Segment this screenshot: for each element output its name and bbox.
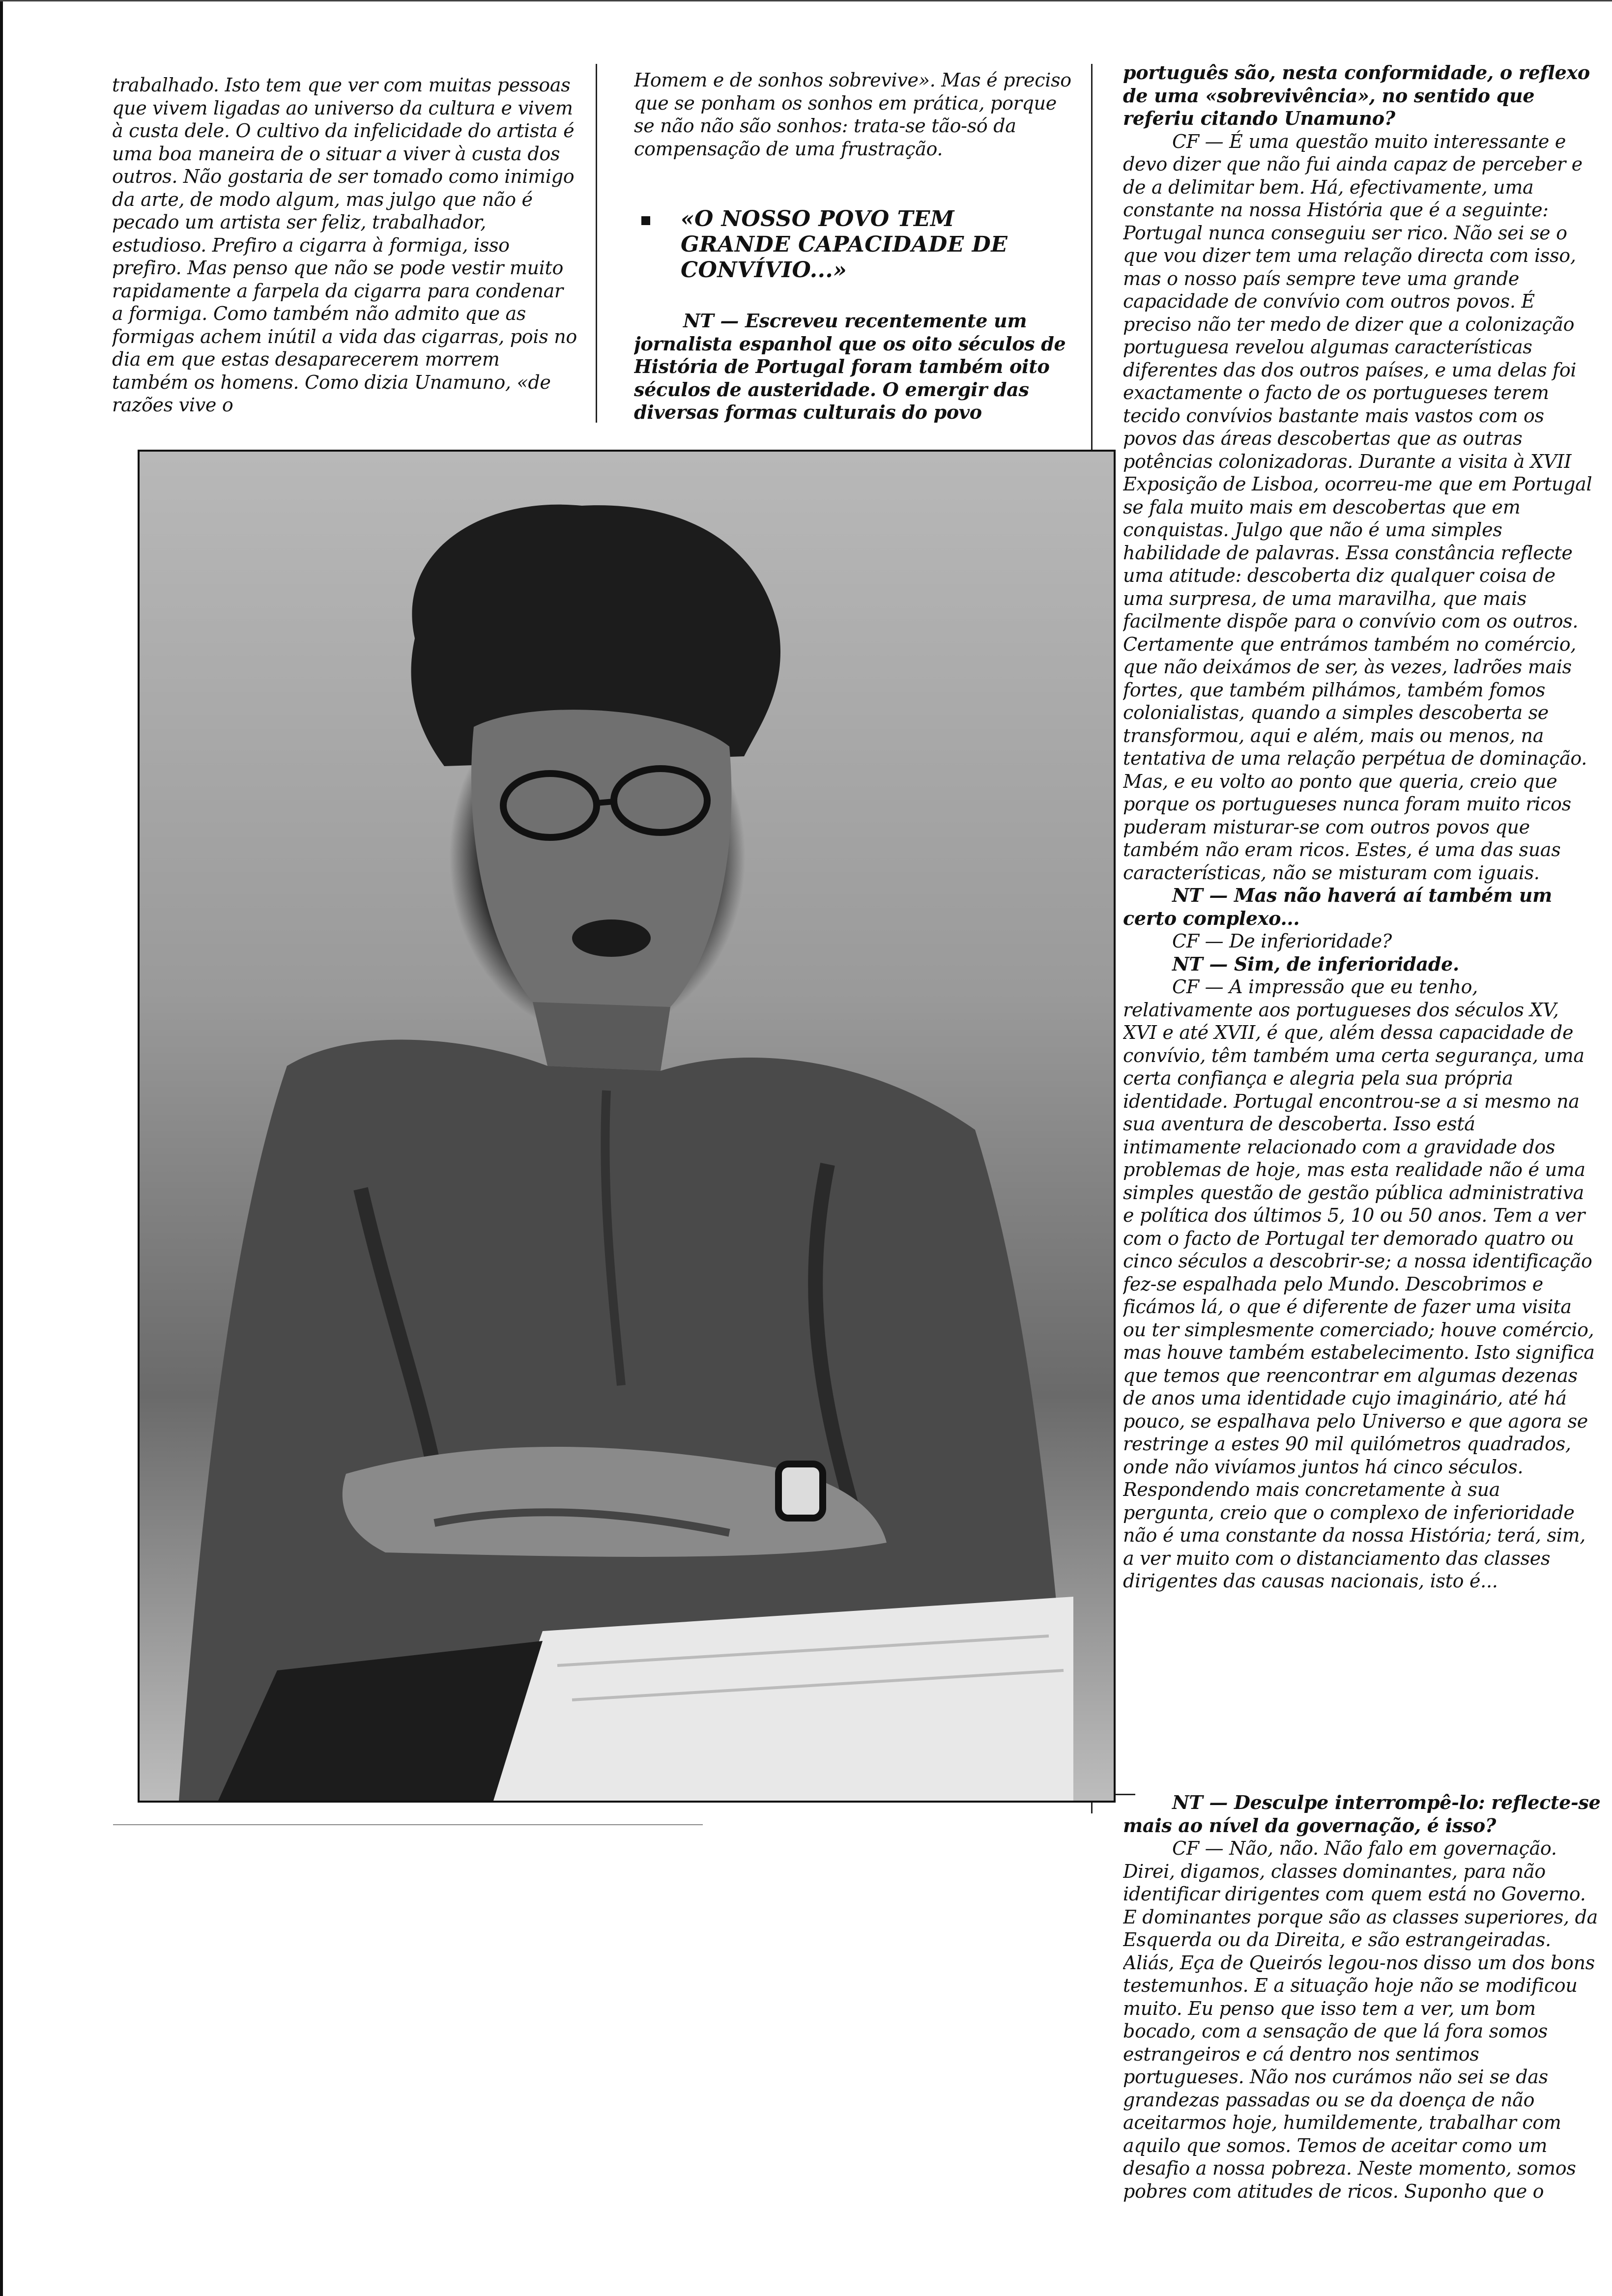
- nt-question-text: NT — Escreveu recentemente um jornalista espanhol que os oito séculos de História de Portugal foram também oito séculos de austeridade. O emergir das diversas formas culturais do povo: [634, 310, 1066, 423]
- article-column-2-question: [634, 310, 1076, 428]
- col3-paragraph: CF — É uma questão muito interessante e devo dizer que não fui ainda capaz de perceber e de a delimitar bem. Há, efectivamente, uma constante na nossa História que é a seguinte: Portugal nunca conseguiu ser rico. Não sei se o que vou dizer tem uma relação directa com isso, mas o nosso país sempre teve uma grande capacidade de convívio com outros povos. É preciso não ter medo de dizer que a colonização portuguesa revelou algumas características diferentes das dos outros países, e uma delas foi exactamente o facto de os portugueses terem tecido convívios bastante mais vastos com os povos das áreas descobertas que as outras potências colonizadoras. Durante a visita à XVII Exposição de Lisboa, ocorreu-me que em Portugal se fala muito mais em descobertas que em conquistas. Julgo que não é uma simples habilidade de palavras. Essa constância reflecte uma atitude: descoberta diz qualquer coisa de uma surpresa, de uma maravilha, que mais facilmente dispõe para o convívio com os outros. Certamente que entrámos também no comércio, que não deixámos de ser, às vezes, ladrões mais fortes, que também pilhámos, também fomos colonialistas, quando a simples descoberta se transformou, aqui e além, mais ou menos, na tentativa de uma relação perpétua de dominação. Mas, e eu volto ao ponto que queria, creio que porque os portugueses nunca foram muito ricos puderam misturar-se com outros povos que também não eram ricos. Estes, é uma das suas características, não se misturam com iguais.: [1123, 130, 1592, 884]
- article-column-1: [112, 74, 579, 428]
- col3b-paragraph: NT — Desculpe interrompê-lo: reflecte-se mais ao nível da governação, é isso?: [1123, 1791, 1601, 1837]
- heading-bullet: [641, 216, 650, 225]
- column-2-top-text: Homem e de sonhos sobrevive». Mas é preciso que se ponham os sonhos em prática, porque se não não são sonhos: trata-se tão-só da compensação de uma frustração.: [634, 69, 1071, 160]
- article-column-2-top: [634, 69, 1076, 187]
- col3-paragraph: NT — Mas não haverá aí também um certo complexo...: [1123, 884, 1553, 929]
- col3b-paragraph: CF — Não, não. Não falo em governação. Direi, digamos, classes dominantes, para não identificar dirigentes com quem está no Governo. E dominantes porque são as classes superiores, da Esquerda ou da Direita, e são estrangeiradas. Aliás, Eça de Queirós legou-nos disso um dos bons testemunhos. E a situação hoje não se modificou muito. Eu penso que isso tem a ver, um bom bocado, com a sensação de que lá fora somos estrangeiros e cá dentro nos sentimos portugueses. Não nos curámos não sei se das grandezas passadas ou se da doença de não aceitarmos hoje, humildemente, trabalhar com aquilo que somos. Temos de aceitar como um desafio a nossa pobreza. Neste momento, somos pobres com atitudes de ricos. Suponho que o: [1123, 1837, 1598, 2202]
- page-left-edge: [0, 0, 3, 2296]
- interview-photo: [138, 450, 1116, 1803]
- portrait-illustration: [140, 452, 1114, 1801]
- col3-paragraph: NT — Sim, de inferioridade.: [1172, 952, 1459, 975]
- photo-bottom-rule: [113, 1824, 703, 1825]
- col3-paragraph: CF — De inferioridade?: [1172, 930, 1392, 952]
- column-1-text: trabalhado. Isto tem que ver com muitas pessoas que vivem ligadas ao universo da cultura e vivem à custa dele. O cultivo da infelicidade do artista é uma boa maneira de o situar a viver à custa dos outros. Não gostaria de ser tomado como inimigo da arte, de modo algum, mas julgo que não é pecado um artista ser feliz, trabalhador, estudioso. Prefiro a cigarra à formiga, isso prefiro. Mas penso que não se pode vestir muito rapidamente a farpela da cigarra para condenar a formiga. Como também não admito que as formigas achem inútil a vida das cigarras, pois no dia em que estas desaparecerem morrem também os homens. Como dizia Unamuno, «de razões vive o: [112, 74, 577, 416]
- column-divider-1: [596, 64, 597, 423]
- col3-paragraph: CF — A impressão que eu tenho, relativamente aos portugueses dos séculos XV, XVI e até XVII, é que, além dessa capacidade de convívio, têm também uma certa segurança, uma certa confiança e alegria pela sua própria identidade. Portugal encontrou-se a si mesmo na sua aventura de descoberta. Isso está intimamente relacionado com a gravidade dos problemas de hoje, mas esta realidade não é uma simples questão de gestão pública administrativa e política dos últimos 5, 10 ou 50 anos. Tem a ver com o facto de Portugal ter demorado quatro ou cinco séculos a descobrir-se; a nossa identificação fez-se espalhada pelo Mundo. Descobrimos e ficámos lá, o que é diferente de fazer uma visita ou ter simplesmente comerciado; houve comércio, mas houve também estabelecimento. Isto significa que temos que reencontrar em algumas dezenas de anos uma identidade cujo imaginário, até há pouco, se espalhava pelo Universo e que agora se restringe a estes 90 mil quilómetros quadrados, onde não vivíamos juntos há cinco séculos. Respondendo mais concretamente à sua pergunta, creio que o complexo de inferioridade não é uma constante da nossa História; terá, sim, a ver muito com o distanciamento das classes dirigentes das causas nacionais, isto é...: [1123, 976, 1595, 1592]
- article-column-3-continued: [1123, 1791, 1605, 2283]
- col3-paragraph: português são, nesta conformidade, o reflexo de uma «sobrevivência», no sentido que referiu citando Unamuno?: [1123, 61, 1590, 129]
- section-heading: «O NOSSO POVO TEM GRANDE CAPACIDADE DE CONVÍVIO...»: [681, 206, 1008, 283]
- page-top-edge: [0, 0, 1612, 1]
- article-column-3: [1123, 61, 1595, 1791]
